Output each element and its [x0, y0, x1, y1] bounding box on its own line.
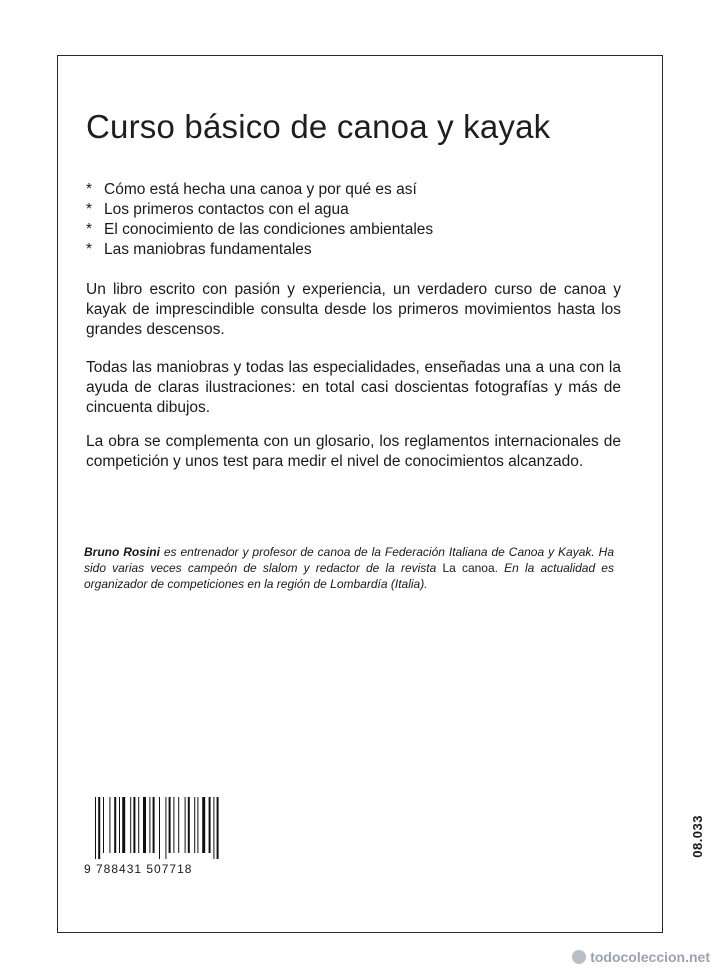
barcode-bar	[197, 797, 198, 853]
catalog-code: 08.033	[690, 815, 705, 858]
feature-list	[86, 180, 433, 260]
barcode-bar	[169, 797, 171, 853]
book-title: Curso básico de canoa y kayak	[86, 108, 551, 145]
bullet-marker: *	[86, 181, 93, 198]
feature-item	[86, 200, 433, 220]
barcode-bar	[194, 797, 195, 853]
barcode-digits: 9 788431 507718	[84, 862, 193, 876]
author-name: Bruno Rosini	[84, 545, 160, 559]
feature-item	[86, 180, 433, 200]
barcode-bar	[202, 797, 205, 853]
barcode-bar	[114, 797, 116, 853]
author-bio	[84, 544, 614, 592]
barcode-bar	[213, 797, 214, 859]
bullet-marker: *	[86, 241, 93, 258]
bio-text: es entrenador y profesor de canoa de la Federación Italiana de Canoa y Kayak. Ha sido varias veces campeón de slalom y redactor de la revista	[84, 545, 614, 575]
description-paragraph: La obra se complementa con un glosario, los reglamentos internacionales de competición y unos test para medir el nivel de conocimientos alcanzado.	[86, 433, 621, 470]
description-paragraph: Todas las maniobras y todas las especialidades, enseñadas una a una con la ayuda de claras ilustraciones: en total casi doscientas fotografías y más de cincuenta dibujos.	[86, 359, 621, 416]
bio-text: En la actualidad es organizador de competiciones en la región de Lombardía (Italia).	[84, 561, 614, 591]
site-watermark	[572, 949, 710, 965]
magazine-title: La canoa.	[442, 561, 498, 575]
watermark-text: todocoleccion.net	[590, 949, 710, 965]
bullet-marker: *	[86, 201, 93, 218]
feature-text: Cómo está hecha una canoa y por qué es así	[104, 181, 417, 198]
barcode-bar	[95, 797, 96, 859]
feature-text: Las maniobras fundamentales	[104, 241, 312, 258]
barcode-bar	[188, 797, 190, 853]
barcode-bar	[103, 797, 104, 853]
barcode-bar	[133, 797, 135, 853]
feature-item	[86, 220, 433, 240]
barcode-bar	[138, 797, 139, 853]
barcode-bar	[217, 797, 219, 859]
barcode-bar	[149, 797, 150, 853]
barcode-bar	[109, 797, 110, 853]
barcode-bar	[122, 797, 125, 853]
barcode-bar	[178, 797, 179, 853]
feature-text: Los primeros contactos con el agua	[104, 201, 349, 218]
barcode-bar	[143, 797, 146, 853]
barcode-bar	[119, 797, 120, 853]
feature-item	[86, 240, 433, 260]
barcode-bar	[159, 797, 160, 859]
barcode-bar	[98, 797, 100, 859]
barcode-bar	[130, 797, 131, 853]
feature-text: El conocimiento de las condiciones ambientales	[104, 221, 434, 238]
barcode-bar	[173, 797, 174, 853]
barcode-bar	[153, 797, 155, 853]
watermark-logo-icon	[572, 950, 586, 964]
barcode-bar	[209, 797, 211, 853]
bullet-marker: *	[86, 221, 93, 238]
barcode-bar	[165, 797, 166, 859]
description-paragraph: Un libro escrito con pasión y experiencia, un verdadero curso de canoa y kayak de imprescindible consulta desde los primeros movimientos hasta los grandes descensos.	[86, 281, 621, 338]
barcode-image	[93, 797, 223, 859]
barcode-bar	[185, 797, 186, 853]
